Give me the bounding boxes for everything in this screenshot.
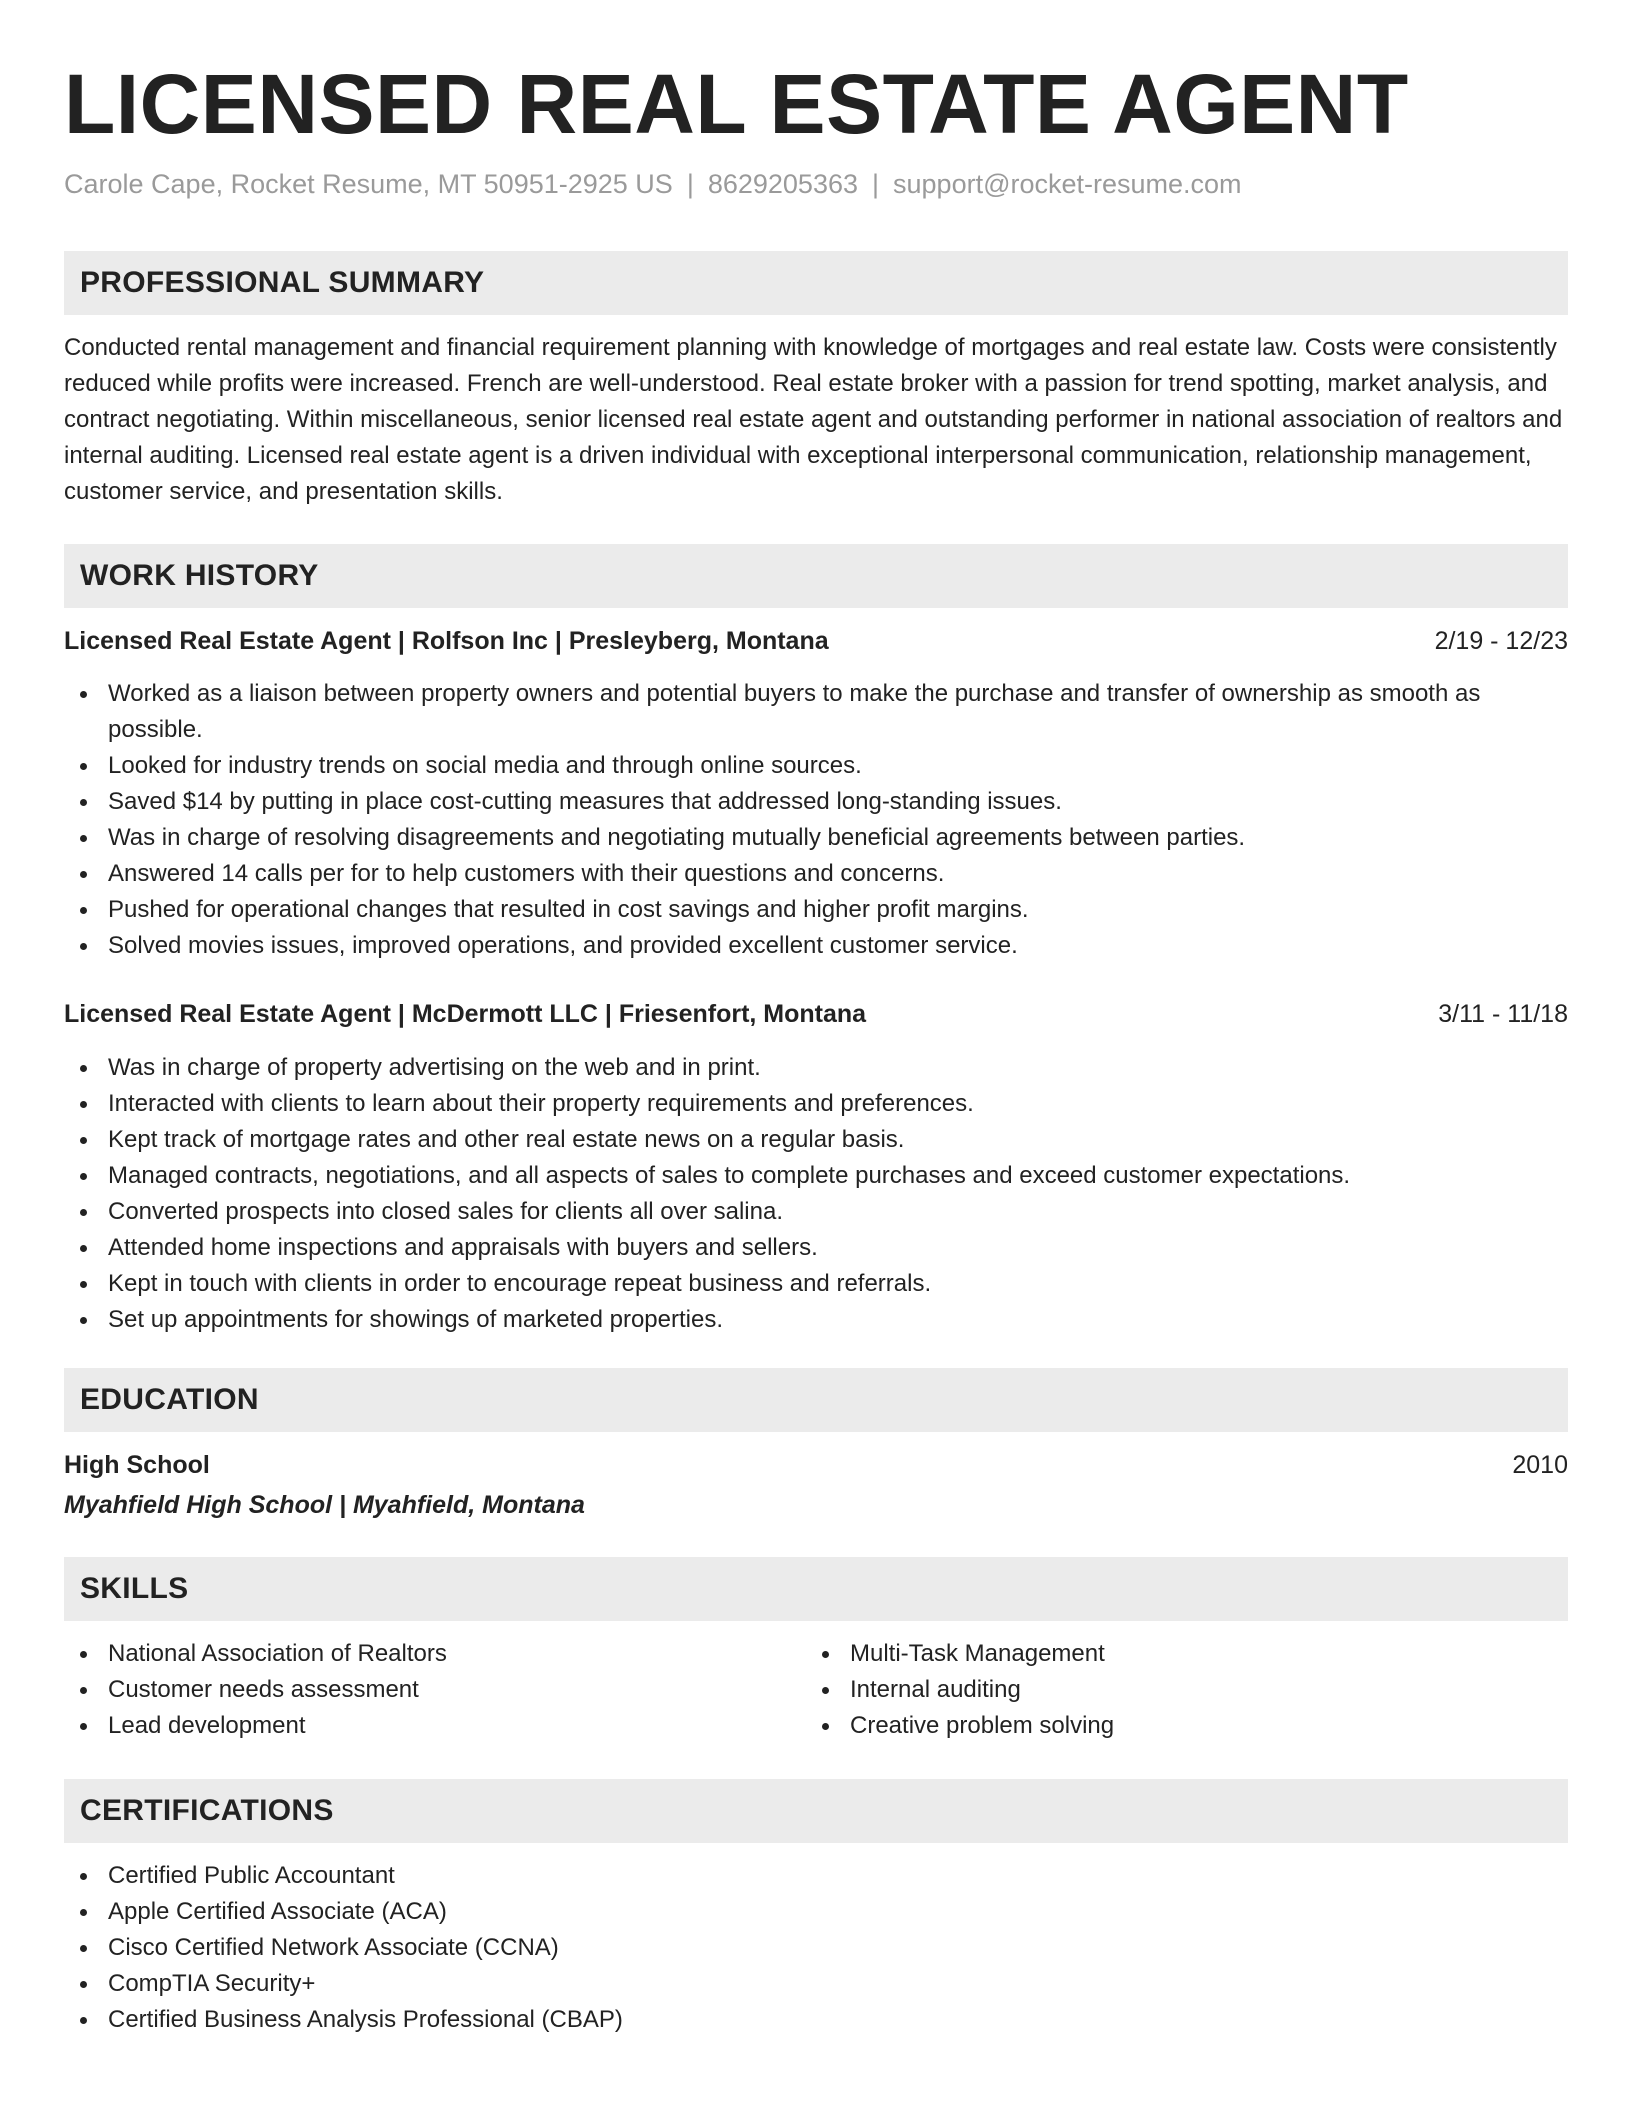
contact-separator: | — [872, 169, 880, 199]
job-bullet: Converted prospects into closed sales for clients all over salina. — [64, 1194, 1568, 1230]
skills-list-right — [806, 1636, 1632, 1744]
skill-item: Customer needs assessment — [64, 1672, 1568, 1708]
job-bullet: Set up appointments for showings of marketed properties. — [64, 1302, 1568, 1338]
job-bullet-list — [64, 1050, 1568, 1338]
summary-heading: PROFESSIONAL SUMMARY — [80, 266, 485, 299]
job-dates: 3/11 - 11/18 — [1438, 1000, 1568, 1028]
contact-email: support@rocket-resume.com — [893, 169, 1242, 199]
skills-section-header — [64, 1557, 1568, 1621]
certifications-list — [64, 1858, 1568, 2038]
skill-item: Creative problem solving — [806, 1708, 1632, 1744]
contact-line — [64, 166, 1242, 202]
summary-text: Conducted rental management and financial requirement planning with knowledge of mortgages and real estate law. Costs were consistently reduced while profits were increased. French are well-understood. Real estate broker with a passion for trend spotting, market analysis, and contract negotiating. Within miscellaneous, senior licensed real estate agent and outstanding performer in national association of realtors and internal auditing. Licensed real estate agent is a driven individual with exceptional interpersonal communication, relationship management, customer service, and presentation skills. — [64, 334, 1563, 505]
education-header — [64, 1447, 1568, 1483]
job-bullet: Pushed for operational changes that resulted in cost savings and higher profit margins. — [64, 892, 1568, 928]
job-bullet: Answered 14 calls per for to help customers with their questions and concerns. — [64, 856, 1568, 892]
certifications-heading: CERTIFICATIONS — [80, 1794, 334, 1827]
contact-separator: | — [686, 169, 694, 199]
certification-item: Apple Certified Associate (ACA) — [64, 1894, 1568, 1930]
skill-item: National Association of Realtors — [64, 1636, 1568, 1672]
job-title: Licensed Real Estate Agent | Rolfson Inc | Presleyberg, Montana — [64, 627, 829, 655]
job-header — [64, 996, 1568, 1032]
job-title: Licensed Real Estate Agent | McDermott LLC | Friesenfort, Montana — [64, 1000, 867, 1028]
summary-section-header — [64, 251, 1568, 315]
job-bullet: Looked for industry trends on social media and through online sources. — [64, 748, 1568, 784]
job-header — [64, 623, 1568, 659]
certifications-section-header — [64, 1779, 1568, 1843]
job-bullet: Kept track of mortgage rates and other real estate news on a regular basis. — [64, 1122, 1568, 1158]
job-bullet: Interacted with clients to learn about their property requirements and preferences. — [64, 1086, 1568, 1122]
job-bullet: Saved $14 by putting in place cost-cutting measures that addressed long-standing issues. — [64, 784, 1568, 820]
education-section-header — [64, 1368, 1568, 1432]
education-degree: High School — [64, 1451, 210, 1479]
certification-item: CompTIA Security+ — [64, 1966, 1568, 2002]
education-heading: EDUCATION — [80, 1383, 259, 1416]
job-bullet-list — [64, 676, 1568, 964]
skill-item: Internal auditing — [806, 1672, 1632, 1708]
contact-phone: 8629205363 — [707, 169, 858, 199]
job-dates: 2/19 - 12/23 — [1434, 627, 1568, 655]
job-bullet: Managed contracts, negotiations, and all aspects of sales to complete purchases and exceed customer expectations. — [64, 1158, 1568, 1194]
resume-title: LICENSED REAL ESTATE AGENT — [64, 57, 1409, 151]
job-bullet: Was in charge of resolving disagreements and negotiating mutually beneficial agreements between parties. — [64, 820, 1568, 856]
job-bullet: Was in charge of property advertising on the web and in print. — [64, 1050, 1568, 1086]
certification-item: Certified Public Accountant — [64, 1858, 1568, 1894]
certification-item: Certified Business Analysis Professional (CBAP) — [64, 2002, 1568, 2038]
job-bullet: Attended home inspections and appraisals with buyers and sellers. — [64, 1230, 1568, 1266]
education-school: Myahfield High School | Myahfield, Montana — [64, 1491, 585, 1519]
skills-heading: SKILLS — [80, 1572, 189, 1605]
certification-item: Cisco Certified Network Associate (CCNA) — [64, 1930, 1568, 1966]
job-bullet: Worked as a liaison between property owners and potential buyers to make the purchase and transfer of ownership as smooth as possible. — [64, 676, 1568, 748]
education-year: 2010 — [1512, 1451, 1568, 1479]
skill-item: Multi-Task Management — [806, 1636, 1632, 1672]
work-section-header — [64, 544, 1568, 608]
job-bullet: Solved movies issues, improved operations, and provided excellent customer service. — [64, 928, 1568, 964]
contact-address: Carole Cape, Rocket Resume, MT 50951-2925 US — [64, 169, 673, 199]
job-bullet: Kept in touch with clients in order to encourage repeat business and referrals. — [64, 1266, 1568, 1302]
skill-item: Lead development — [64, 1708, 1568, 1744]
work-heading: WORK HISTORY — [80, 559, 319, 592]
